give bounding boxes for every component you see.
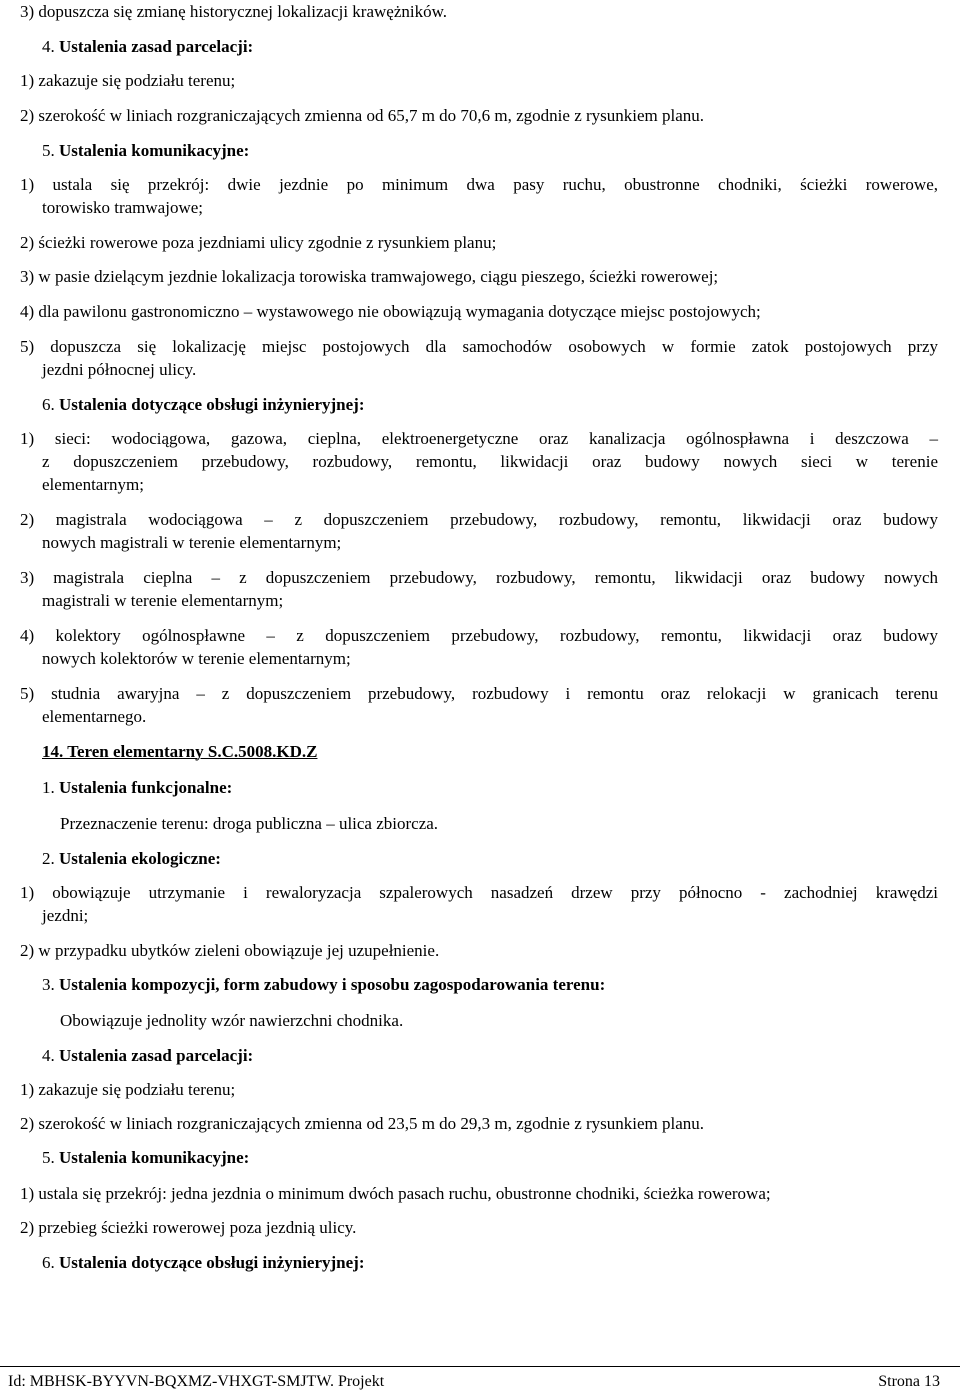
section-title: Ustalenia ekologiczne: <box>59 849 221 868</box>
section-number: 4. <box>42 37 55 56</box>
section-heading <box>42 35 960 58</box>
paragraph-continuation: z dopuszczeniem przebudowy, rozbudowy, remontu, likwidacji oraz budowy nowych sieci w terenie <box>42 452 938 471</box>
section-number: 5. <box>42 1148 55 1167</box>
paragraph: Przeznaczenie terenu: droga publiczna – ulica zbiorcza. <box>60 814 439 833</box>
paragraph: 4) dla pawilonu gastronomiczno – wystawowego nie obowiązują wymagania dotyczące miejsc postojowych; <box>20 302 761 321</box>
section-heading <box>42 776 960 799</box>
section-number: 6. <box>42 395 55 414</box>
paragraph: 5) studnia awaryjna – z dopuszczeniem przebudowy, rozbudowy i remontu oraz relokacji w granicach terenu <box>20 684 938 703</box>
section-number: 4. <box>42 1046 55 1065</box>
paragraph: 2) w przypadku ubytków zieleni obowiązuje jej uzupełnienie. <box>20 941 440 960</box>
section-heading <box>42 1251 960 1274</box>
section-heading <box>42 1146 960 1169</box>
area-heading: 14. Teren elementarny S.C.5008.KD.Z <box>42 742 318 761</box>
section-heading <box>42 139 960 162</box>
paragraph-continuation: torowisko tramwajowe; <box>42 198 203 217</box>
section-heading <box>42 393 960 416</box>
section-number: 1. <box>42 778 55 797</box>
page-footer <box>0 1366 960 1396</box>
paragraph: 1) sieci: wodociągowa, gazowa, cieplna, elektroenergetyczne oraz kanalizacja ogólnospławna i deszczowa – <box>20 429 938 448</box>
section-heading <box>42 847 960 870</box>
section-number: 5. <box>42 141 55 160</box>
paragraph-continuation: magistrali w terenie elementarnym; <box>42 591 284 610</box>
paragraph: 3) dopuszcza się zmianę historycznej lokalizacji krawężników. <box>20 2 448 21</box>
paragraph: 2) szerokość w liniach rozgraniczających zmienna od 65,7 m do 70,6 m, zgodnie z rysunkiem planu. <box>20 106 705 125</box>
paragraph: 3) w pasie dzielącym jezdnie lokalizacja torowiska tramwajowego, ciągu pieszego, ścieżki rowerowej; <box>20 267 719 286</box>
section-heading <box>42 1044 960 1067</box>
paragraph: Obowiązuje jednolity wzór nawierzchni chodnika. <box>60 1011 404 1030</box>
section-title: Ustalenia komunikacyjne: <box>59 1148 250 1167</box>
paragraph-continuation: nowych magistrali w terenie elementarnym; <box>42 533 342 552</box>
section-number: 3. <box>42 975 55 994</box>
paragraph-continuation: nowych kolektorów w terenie elementarnym; <box>42 649 351 668</box>
section-number: 2. <box>42 849 55 868</box>
paragraph: 5) dopuszcza się lokalizację miejsc postojowych dla samochodów osobowych w formie zatok postojowych przy <box>20 337 938 356</box>
section-title: Ustalenia kompozycji, form zabudowy i sposobu zagospodarowania terenu: <box>59 975 606 994</box>
section-title: Ustalenia komunikacyjne: <box>59 141 250 160</box>
paragraph: 3) magistrala cieplna – z dopuszczeniem przebudowy, rozbudowy, remontu, likwidacji oraz budowy nowych <box>20 568 938 587</box>
paragraph: 1) obowiązuje utrzymanie i rewaloryzacja szpalerowych nasadzeń drzew przy północno - zachodniej krawędzi <box>20 883 938 902</box>
paragraph: 2) magistrala wodociągowa – z dopuszczeniem przebudowy, rozbudowy, remontu, likwidacji oraz budowy <box>20 510 938 529</box>
paragraph-continuation: jezdni; <box>42 906 89 925</box>
paragraph-continuation: elementarnego. <box>42 707 147 726</box>
paragraph: 1) zakazuje się podziału terenu; <box>20 1080 236 1099</box>
paragraph: 1) ustala się przekrój: dwie jezdnie po minimum dwa pasy ruchu, obustronne chodniki, ścieżki rowerowe, <box>20 175 938 194</box>
paragraph: 2) szerokość w liniach rozgraniczających zmienna od 23,5 m do 29,3 m, zgodnie z rysunkiem planu. <box>20 1114 705 1133</box>
document-id: Id: MBHSK-BYYVN-BQXMZ-VHXGT-SMJTW. Projekt <box>8 1373 385 1390</box>
section-title: Ustalenia funkcjonalne: <box>59 778 233 797</box>
section-heading <box>42 973 960 996</box>
paragraph: 1) ustala się przekrój: jedna jezdnia o minimum dwóch pasach ruchu, obustronne chodniki, ścieżka rowerowa; <box>20 1184 771 1203</box>
section-title: Ustalenia dotyczące obsługi inżynieryjnej: <box>59 395 365 414</box>
section-title: Ustalenia dotyczące obsługi inżynieryjnej: <box>59 1253 365 1272</box>
paragraph: 1) zakazuje się podziału terenu; <box>20 71 236 90</box>
section-title: Ustalenia zasad parcelacji: <box>59 37 254 56</box>
paragraph-continuation: elementarnym; <box>42 475 144 494</box>
page-number: Strona 13 <box>878 1373 940 1390</box>
section-number: 6. <box>42 1253 55 1272</box>
paragraph: 2) ścieżki rowerowe poza jezdniami ulicy zgodnie z rysunkiem planu; <box>20 233 497 252</box>
paragraph: 2) przebieg ścieżki rowerowej poza jezdnią ulicy. <box>20 1218 357 1237</box>
section-title: Ustalenia zasad parcelacji: <box>59 1046 254 1065</box>
paragraph: 4) kolektory ogólnospławne – z dopuszczeniem przebudowy, rozbudowy, remontu, likwidacji oraz budowy <box>20 626 938 645</box>
paragraph-continuation: jezdni północnej ulicy. <box>42 360 197 379</box>
